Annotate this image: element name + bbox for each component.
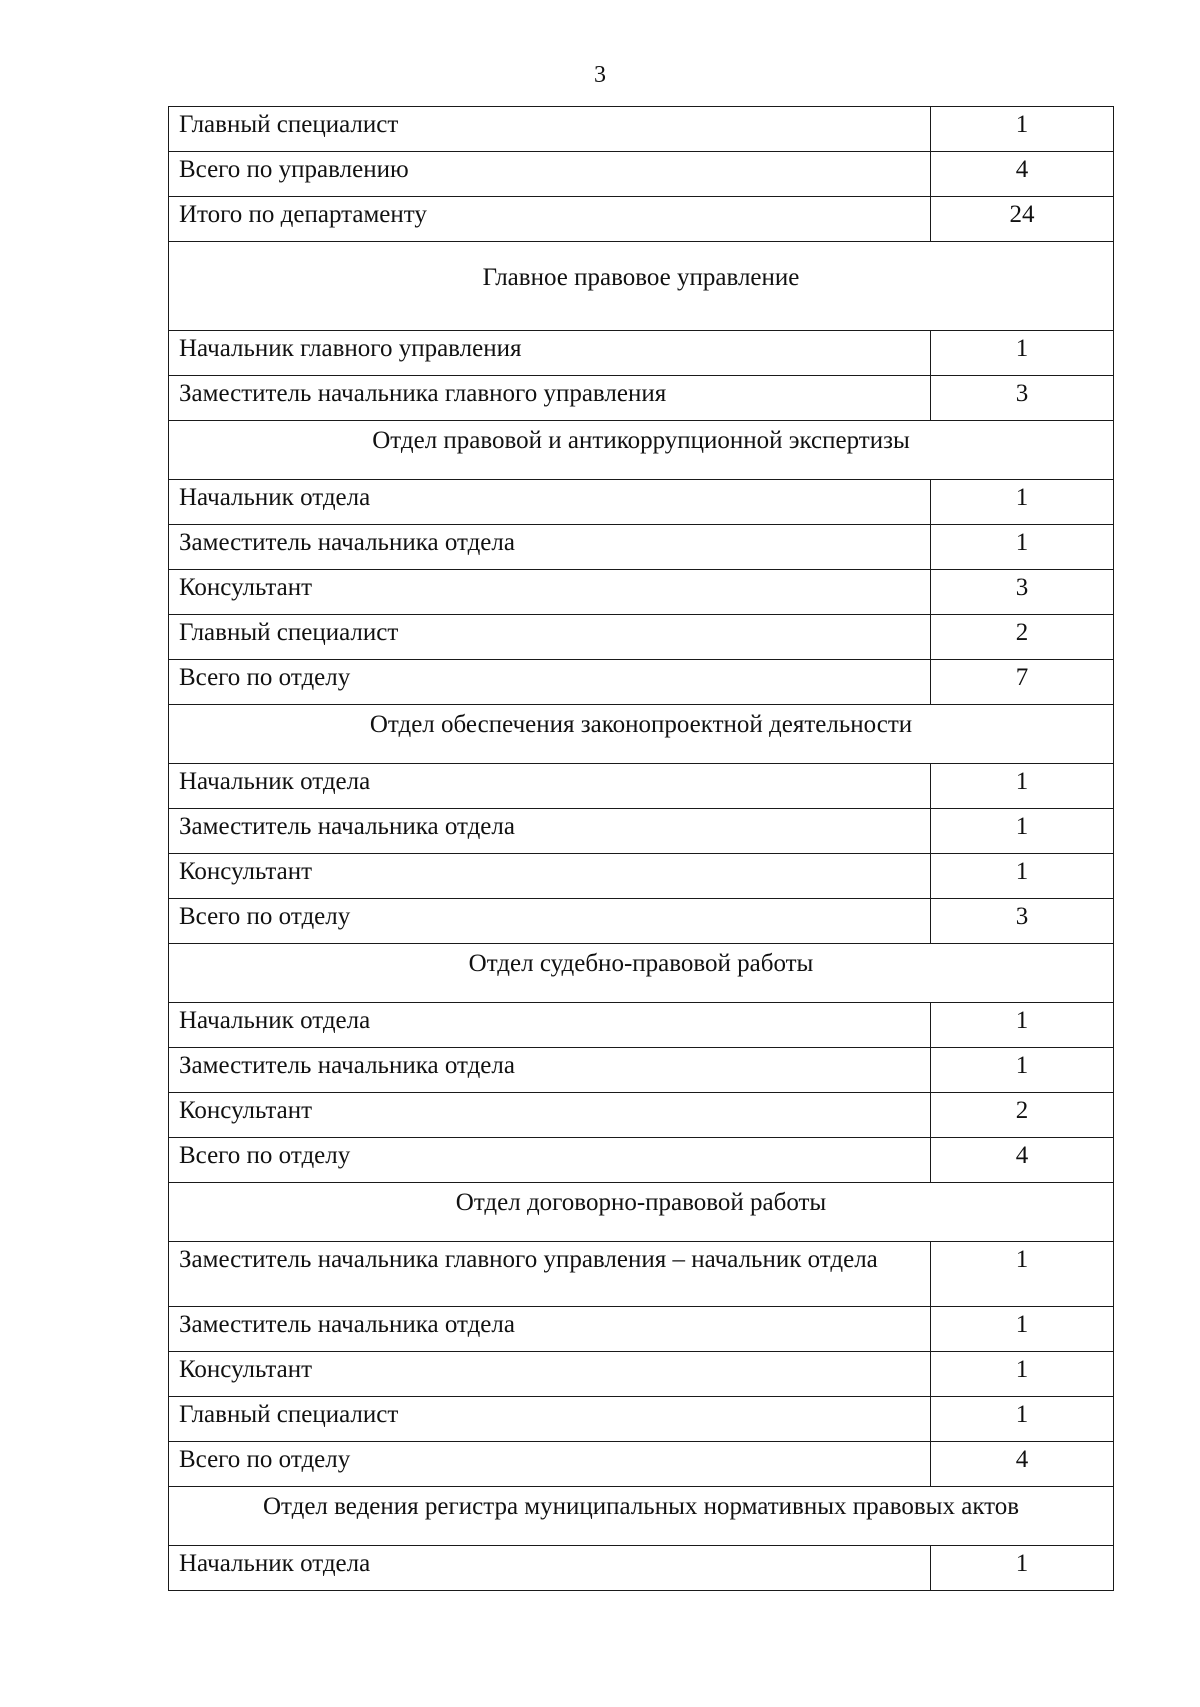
staffing-table xyxy=(168,106,1114,1591)
section-header-row xyxy=(169,1487,1114,1546)
position-count-cell: 2 xyxy=(931,1093,1114,1138)
position-name-cell: Заместитель начальника отдела xyxy=(169,525,931,570)
staffing-table-body xyxy=(169,107,1114,1591)
position-name-cell: Всего по отделу xyxy=(169,660,931,705)
section-header-row xyxy=(169,242,1114,331)
position-count-cell: 1 xyxy=(931,1242,1114,1307)
position-count-cell: 1 xyxy=(931,854,1114,899)
position-name-cell: Главный специалист xyxy=(169,615,931,660)
table-row xyxy=(169,899,1114,944)
position-count-cell: 1 xyxy=(931,525,1114,570)
position-name-cell: Заместитель начальника главного управления xyxy=(169,376,931,421)
table-row xyxy=(169,1442,1114,1487)
table-row xyxy=(169,615,1114,660)
position-name-cell: Главный специалист xyxy=(169,1397,931,1442)
position-name-cell: Начальник отдела xyxy=(169,480,931,525)
table-row xyxy=(169,854,1114,899)
position-count-cell: 1 xyxy=(931,764,1114,809)
position-count-cell: 1 xyxy=(931,1352,1114,1397)
table-row xyxy=(169,1307,1114,1352)
section-title: Главное правовое управление xyxy=(169,242,1114,331)
position-count-cell: 3 xyxy=(931,899,1114,944)
position-count-cell: 1 xyxy=(931,480,1114,525)
position-name-cell: Всего по отделу xyxy=(169,1442,931,1487)
position-count-cell: 1 xyxy=(931,331,1114,376)
position-name-cell: Всего по отделу xyxy=(169,1138,931,1183)
position-count-cell: 4 xyxy=(931,1138,1114,1183)
position-count-cell: 1 xyxy=(931,1307,1114,1352)
table-row xyxy=(169,1048,1114,1093)
position-name-cell: Главный специалист xyxy=(169,107,931,152)
table-row xyxy=(169,1138,1114,1183)
position-name-cell: Консультант xyxy=(169,1093,931,1138)
table-row xyxy=(169,570,1114,615)
table-row xyxy=(169,1546,1114,1591)
table-row xyxy=(169,1003,1114,1048)
section-title: Отдел обеспечения законопроектной деятельности xyxy=(169,705,1114,764)
position-count-cell: 1 xyxy=(931,1048,1114,1093)
page-number: 3 xyxy=(594,62,606,88)
position-count-cell: 1 xyxy=(931,809,1114,854)
section-header-row xyxy=(169,944,1114,1003)
section-title: Отдел договорно-правовой работы xyxy=(169,1183,1114,1242)
section-header-row xyxy=(169,421,1114,480)
position-name-cell: Заместитель начальника отдела xyxy=(169,809,931,854)
position-name-cell: Консультант xyxy=(169,570,931,615)
table-row xyxy=(169,660,1114,705)
table-row xyxy=(169,1397,1114,1442)
position-count-cell: 1 xyxy=(931,1003,1114,1048)
table-row xyxy=(169,809,1114,854)
table-row xyxy=(169,480,1114,525)
table-row xyxy=(169,764,1114,809)
position-count-cell: 1 xyxy=(931,107,1114,152)
section-title: Отдел ведения регистра муниципальных нормативных правовых актов xyxy=(169,1487,1114,1546)
position-count-cell: 4 xyxy=(931,152,1114,197)
position-name-cell: Всего по управлению xyxy=(169,152,931,197)
table-row xyxy=(169,376,1114,421)
position-name-cell: Итого по департаменту xyxy=(169,197,931,242)
table-row xyxy=(169,1093,1114,1138)
table-row xyxy=(169,152,1114,197)
position-count-cell: 2 xyxy=(931,615,1114,660)
position-name-cell: Начальник отдела xyxy=(169,1546,931,1591)
position-count-cell: 24 xyxy=(931,197,1114,242)
table-row xyxy=(169,331,1114,376)
position-name-cell: Заместитель начальника отдела xyxy=(169,1307,931,1352)
position-name-cell: Начальник отдела xyxy=(169,764,931,809)
table-row xyxy=(169,1242,1114,1307)
position-name-cell: Начальник главного управления xyxy=(169,331,931,376)
position-name-cell: Всего по отделу xyxy=(169,899,931,944)
position-count-cell: 7 xyxy=(931,660,1114,705)
position-name-cell: Заместитель начальника главного управления – начальник отдела xyxy=(169,1242,931,1307)
section-header-row xyxy=(169,1183,1114,1242)
section-header-row xyxy=(169,705,1114,764)
table-row xyxy=(169,1352,1114,1397)
table-row xyxy=(169,197,1114,242)
position-count-cell: 4 xyxy=(931,1442,1114,1487)
table-row xyxy=(169,107,1114,152)
position-count-cell: 3 xyxy=(931,376,1114,421)
position-name-cell: Заместитель начальника отдела xyxy=(169,1048,931,1093)
position-name-cell: Консультант xyxy=(169,854,931,899)
section-title: Отдел правовой и антикоррупционной экспертизы xyxy=(169,421,1114,480)
position-count-cell: 1 xyxy=(931,1546,1114,1591)
position-count-cell: 3 xyxy=(931,570,1114,615)
position-name-cell: Начальник отдела xyxy=(169,1003,931,1048)
position-count-cell: 1 xyxy=(931,1397,1114,1442)
section-title: Отдел судебно-правовой работы xyxy=(169,944,1114,1003)
table-row xyxy=(169,525,1114,570)
position-name-cell: Консультант xyxy=(169,1352,931,1397)
